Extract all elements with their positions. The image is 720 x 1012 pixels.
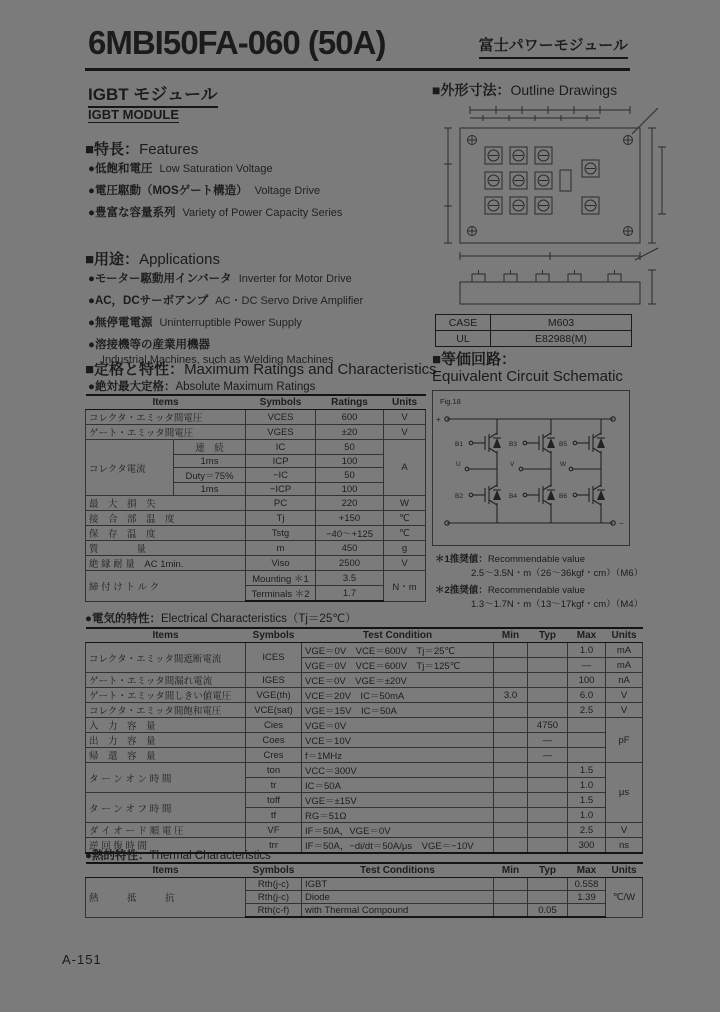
cell: 2.5 [568, 703, 606, 718]
cell: μs [606, 763, 643, 823]
cell [528, 778, 568, 793]
table-row [86, 733, 643, 748]
table-header-row [86, 863, 643, 878]
cell [494, 778, 528, 793]
list-item: ●電圧駆動（MOSゲート構造） Voltage Drive [88, 185, 321, 197]
cell [568, 748, 606, 763]
cell: f＝1MHz [302, 748, 494, 763]
column-header: Units [606, 863, 643, 878]
cell: tf [246, 808, 302, 823]
cell: Cies [246, 718, 302, 733]
page-title: 6MBI50FA-060 (50A) [88, 24, 386, 61]
cell: V [384, 410, 426, 425]
cell: VGE＝0V [302, 718, 494, 733]
cell: g [384, 541, 426, 556]
cell [528, 688, 568, 703]
cell: VCE＝0V VGE＝±20V [302, 673, 494, 688]
module-subtitle-jp: IGBT モジュール [88, 80, 218, 108]
ratings-subheading: ●絶対最大定格：Absolute Maximum Ratings [88, 381, 316, 393]
cell [528, 823, 568, 838]
cell [528, 808, 568, 823]
cell: 450 [316, 541, 384, 556]
column-header: Test Condition [302, 628, 494, 643]
thermal-heading: ●熱的特性：Thermal Characteristics [85, 850, 271, 862]
cell: pF [606, 718, 643, 763]
cell [494, 643, 528, 658]
list-item: ●豊富な容量系列 Variety of Power Capacity Series [88, 207, 343, 219]
column-header: Min [494, 628, 528, 643]
equivalent-heading-jp: ■等価回路： [432, 351, 517, 368]
cell [568, 733, 606, 748]
cell: A [384, 440, 426, 496]
cell: Duty＝75% [174, 468, 246, 483]
cell: −40～+125 [316, 526, 384, 541]
cell: 1ms [174, 483, 246, 496]
gate-label: B4 [509, 493, 517, 500]
outline-heading: ■外形寸法：Outline Drawings [432, 82, 618, 98]
cell: 600 [316, 410, 384, 425]
cell: ゲート・エミッタ間電圧 [86, 425, 246, 440]
cell [568, 904, 606, 918]
cell: 入 力 容 量 [86, 718, 246, 733]
table-row [86, 496, 426, 511]
table-row [86, 823, 643, 838]
column-header: Max [568, 863, 606, 878]
cell: V [384, 556, 426, 571]
table-row [86, 541, 426, 556]
cell: V [384, 425, 426, 440]
cell [494, 838, 528, 854]
cell: −IC [246, 468, 316, 483]
output-label: W [560, 461, 567, 468]
cell [528, 838, 568, 854]
cell [528, 891, 568, 904]
cell: — [528, 748, 568, 763]
cell: 1.0 [568, 778, 606, 793]
equivalent-heading-en: Equivalent Circuit Schematic [432, 368, 623, 385]
figure-label: Fig.18 [440, 397, 461, 406]
cell: 接 合 部 温 度 [86, 511, 246, 526]
cell: N・m [384, 571, 426, 602]
gate-label: B5 [559, 441, 567, 448]
cell: VCC＝300V [302, 763, 494, 778]
column-header: Items [86, 628, 246, 643]
note-line: ＊2推奨値：Recommendable value 1.3～1.7N・m（13～17kgf・cm）（M4） [435, 585, 644, 610]
cell: ICES [246, 643, 302, 673]
cell: W [384, 496, 426, 511]
gate-label: B6 [559, 493, 567, 500]
cell: 100 [316, 455, 384, 468]
cell [494, 793, 528, 808]
note-value: 2.5～3.5N・m（26～36kgf・cm）（M6） [471, 568, 644, 579]
list-item: ●AC，DCサーボアンプ AC・DC Servo Drive Amplifier [88, 295, 364, 307]
note-value: 1.3～1.7N・m（13～17kgf・cm）（M4） [471, 599, 644, 610]
cell [494, 733, 528, 748]
list-item: ●無停電電源 Uninterruptible Power Supply [88, 317, 302, 329]
cell: ダ イ オ ー ド 順 電 圧 [86, 823, 246, 838]
table-row [86, 410, 426, 425]
column-header: Typ [528, 628, 568, 643]
cell: IGBT [302, 878, 494, 891]
cell: 絶 縁 耐 量 AC 1min. [86, 556, 246, 571]
table-row [86, 703, 643, 718]
cell: trr [246, 838, 302, 854]
column-header: Items [86, 863, 246, 878]
cell: Terminals ＊2 [246, 586, 316, 602]
equivalent-circuit-box [432, 390, 630, 546]
cell [494, 891, 528, 904]
cell: VGE＝0V VCE＝600V Tj＝25℃ [302, 643, 494, 658]
cell: IF＝50A，−di/dt＝50A/μs VGE＝−10V [302, 838, 494, 854]
minus-terminal-label: − [619, 519, 624, 528]
column-header: Min [494, 863, 528, 878]
cell: 0.558 [568, 878, 606, 891]
cell: Rth(j-c) [246, 878, 302, 891]
cell: Tstg [246, 526, 316, 541]
cell [528, 658, 568, 673]
table-row [86, 673, 643, 688]
cell [528, 878, 568, 891]
column-header: Symbols [246, 395, 316, 410]
torque-notes [435, 551, 643, 613]
igbt-leg [465, 419, 501, 523]
cell: nA [606, 673, 643, 688]
cell: — [568, 658, 606, 673]
cell: 1.0 [568, 643, 606, 658]
cell: 50 [316, 440, 384, 455]
cell: VGE＝0V VCE＝600V Tj＝125℃ [302, 658, 494, 673]
cell: V [606, 823, 643, 838]
column-header: Units [606, 628, 643, 643]
cell: −ICP [246, 483, 316, 496]
column-header: Symbols [246, 628, 302, 643]
column-header: Items [86, 395, 246, 410]
cell: RG＝51Ω [302, 808, 494, 823]
cell: 保 存 温 度 [86, 526, 246, 541]
table-row [436, 315, 632, 331]
outline-drawing [430, 98, 715, 312]
cell: Cres [246, 748, 302, 763]
cell [528, 793, 568, 808]
table-row [86, 526, 426, 541]
cell: 1.7 [316, 586, 384, 602]
cell: 220 [316, 496, 384, 511]
table-row [86, 425, 426, 440]
cell: 50 [316, 468, 384, 483]
cell: VGE＝15V IC＝50A [302, 703, 494, 718]
table-row [86, 440, 426, 455]
cell: 1.5 [568, 793, 606, 808]
note-line: ＊1推奨値：Recommendable value 2.5～3.5N・m（26～36kgf・cm）（M6） [435, 554, 644, 579]
table-row [86, 643, 643, 658]
cell [494, 718, 528, 733]
ratings-heading: ■定格と特性：Maximum Ratings and Characteristics [85, 361, 437, 378]
table-row [86, 878, 643, 891]
gate-label: B3 [509, 441, 517, 448]
column-header: Test Conditions [302, 863, 494, 878]
max-ratings-table [85, 394, 426, 602]
cell: — [528, 733, 568, 748]
cell [528, 673, 568, 688]
ul-value: E82988(M) [491, 331, 632, 347]
cell: Diode [302, 891, 494, 904]
thermal-characteristics-table [85, 862, 643, 918]
page-number: A-151 [62, 952, 102, 967]
cell: V [606, 688, 643, 703]
table-row [86, 748, 643, 763]
cell: コレクタ・エミッタ間遮断電流 [86, 643, 246, 673]
cell: 締 付 け ト ル ク [86, 571, 246, 602]
cell: 4750 [528, 718, 568, 733]
table-header-row [86, 628, 643, 643]
list-item: ●モーター駆動用インバータ Inverter for Motor Drive [88, 273, 352, 285]
cell: +150 [316, 511, 384, 526]
cell: 逆 回 復 時 間 [86, 838, 246, 854]
cell: tr [246, 778, 302, 793]
gate-label: B2 [455, 493, 463, 500]
cell: 2500 [316, 556, 384, 571]
cell [494, 748, 528, 763]
cell: 連 続 [174, 440, 246, 455]
cell: 1.39 [568, 891, 606, 904]
cell: ±20 [316, 425, 384, 440]
case-value: M603 [491, 315, 632, 331]
list-item: ●低飽和電圧 Low Saturation Voltage [88, 163, 273, 175]
applications-heading: ■用途：Applications [85, 251, 220, 268]
table-row [86, 511, 426, 526]
cell: コレクタ・エミッタ間飽和電圧 [86, 703, 246, 718]
table-row [86, 688, 643, 703]
cell [494, 823, 528, 838]
cell: VCES [246, 410, 316, 425]
column-header: Symbols [246, 863, 302, 878]
cell: コレクタ・エミッタ間電圧 [86, 410, 246, 425]
column-header: Typ [528, 863, 568, 878]
cell: VGES [246, 425, 316, 440]
table-row [86, 571, 426, 586]
table-header-row [86, 395, 426, 410]
cell: VCE＝20V IC＝50mA [302, 688, 494, 703]
cell: VGE(th) [246, 688, 302, 703]
cell: Rth(c-f) [246, 904, 302, 918]
cell [494, 808, 528, 823]
gate-label: B1 [455, 441, 463, 448]
cell: ℃ [384, 511, 426, 526]
cell: IGES [246, 673, 302, 688]
column-header: Units [384, 395, 426, 410]
cell: コレクタ電流 [86, 440, 174, 496]
cell: Coes [246, 733, 302, 748]
cell: IF＝50A，VGE＝0V [302, 823, 494, 838]
cell: m [246, 541, 316, 556]
cell: 1ms [174, 455, 246, 468]
column-header: Max [568, 628, 606, 643]
cell: IC＝50A [302, 778, 494, 793]
list-item: ●溶接機等の産業用機器 Industrial Machines, such as Welding Machines [88, 339, 334, 366]
case-table [435, 314, 632, 347]
cell: IC [246, 440, 316, 455]
cell: 熱 抵 抗 [86, 878, 246, 918]
cell: 100 [568, 673, 606, 688]
cell [494, 658, 528, 673]
column-header: Ratings [316, 395, 384, 410]
igbt-leg [519, 419, 555, 523]
electrical-heading: ●電気的特性：Electrical Characteristics（Tj＝25℃） [85, 613, 357, 625]
features-heading: ■特長：Features [85, 141, 199, 158]
cell: mA [606, 658, 643, 673]
table-row [436, 331, 632, 347]
cell [494, 673, 528, 688]
cell: ns [606, 838, 643, 854]
table-row [86, 556, 426, 571]
cell: PC [246, 496, 316, 511]
cell: 0.05 [528, 904, 568, 918]
cell: ゲート・エミッタ間しきい値電圧 [86, 688, 246, 703]
cell: VF [246, 823, 302, 838]
cell: ℃/W [606, 878, 643, 918]
cell: Tj [246, 511, 316, 526]
cell: 1.0 [568, 808, 606, 823]
cell: V [606, 703, 643, 718]
cell [494, 703, 528, 718]
table-row [86, 763, 643, 778]
cell: Rth(j-c) [246, 891, 302, 904]
equivalent-circuit-figure [433, 391, 627, 543]
cell: VGE＝±15V [302, 793, 494, 808]
cell: VCE(sat) [246, 703, 302, 718]
cell: 質 量 [86, 541, 246, 556]
ul-label: UL [436, 331, 491, 347]
cell: 6.0 [568, 688, 606, 703]
cell [494, 763, 528, 778]
applications-list [88, 270, 363, 372]
cell: 最 大 損 失 [86, 496, 246, 511]
cell [494, 904, 528, 918]
case-label: CASE [436, 315, 491, 331]
cell: toff [246, 793, 302, 808]
output-label: U [456, 461, 461, 468]
cell: 300 [568, 838, 606, 854]
cell [528, 763, 568, 778]
module-subtitle-en: IGBT MODULE [88, 107, 179, 122]
cell [528, 703, 568, 718]
igbt-leg [569, 419, 605, 523]
table-row [86, 718, 643, 733]
output-label: V [510, 461, 515, 468]
cell: Viso [246, 556, 316, 571]
cell: タ ー ン オ ン 時 間 [86, 763, 246, 793]
cell: 3.5 [316, 571, 384, 586]
cell [494, 878, 528, 891]
cell: ton [246, 763, 302, 778]
cell: Mounting ＊1 [246, 571, 316, 586]
cell: タ ー ン オ フ 時 間 [86, 793, 246, 823]
brand-title: 富士パワーモジュール [479, 34, 628, 59]
cell: 2.5 [568, 823, 606, 838]
plus-terminal-label: + [436, 415, 441, 424]
cell: ゲート・エミッタ間漏れ電流 [86, 673, 246, 688]
cell: 帰 還 容 量 [86, 748, 246, 763]
cell: 100 [316, 483, 384, 496]
cell: 出 力 容 量 [86, 733, 246, 748]
cell [568, 718, 606, 733]
cell: VCE＝10V [302, 733, 494, 748]
cell: with Thermal Compound [302, 904, 494, 918]
cell: 1.5 [568, 763, 606, 778]
features-list [88, 160, 342, 226]
cell: mA [606, 643, 643, 658]
header-rule [85, 68, 630, 71]
cell: ℃ [384, 526, 426, 541]
cell [528, 643, 568, 658]
electrical-characteristics-table [85, 627, 643, 854]
cell: ICP [246, 455, 316, 468]
cell: 3.0 [494, 688, 528, 703]
table-row [86, 793, 643, 808]
